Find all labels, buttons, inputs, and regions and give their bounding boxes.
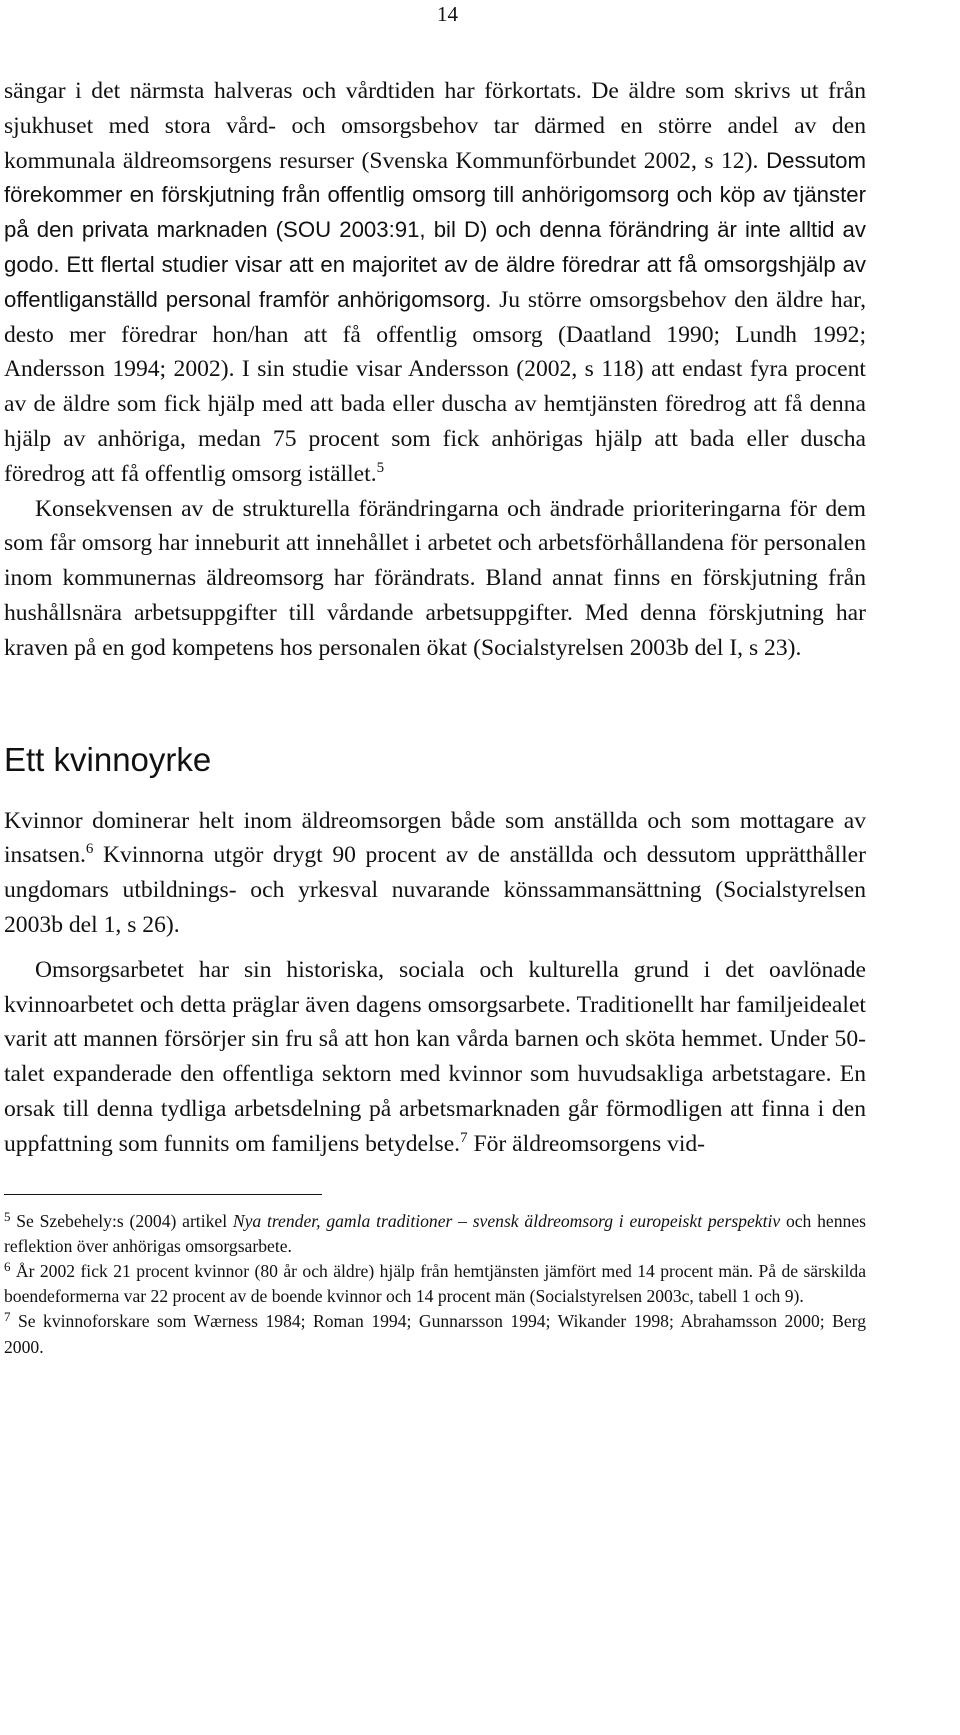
footnote-6-number: 6 — [4, 1258, 11, 1274]
footnote-6 — [4, 1259, 866, 1309]
footnote-7-number: 7 — [4, 1309, 11, 1325]
paragraph-3-part-1: Kvinnor dominerar helt inom äldreomsorgen både som anställda och som mottagare av insatsen. — [4, 807, 866, 869]
paragraph-4-part-1: Omsorgsarbetet har sin historiska, sociala och kulturella grund i det oavlönade kvinnoarbetet och detta präglar även dagens omsorgsarbete. Traditionellt har familjeidealet varit att mannen försörjer sin fru så att hon kan vårda barnen och sköta hemmet. Under 50-talet expanderade den offentliga sektorn med kvinnor som huvudsakliga arbetstagare. En orsak till denna tydliga arbetsdelning på arbetsmarknaden går förmodligen att finna i den uppfattning som funnits om familjens betydelse. — [4, 956, 866, 1157]
paragraph-3 — [4, 804, 866, 943]
paragraph-1-part-2: Dessutom förekommer en förskjutning från offentlig omsorg till anhörigomsorg och köp av tjänster på den privata marknaden (SOU 2003:91, bil D) och denna förändring är inte alltid av godo. Ett flertal studier visar att en majoritet av de äldre föredrar att få omsorgshjälp av offentliganställd personal framför anhörigomsorg. — [4, 147, 866, 312]
paragraph-1-part-3: Ju större omsorgsbehov den äldre har, desto mer föredrar hon/han att få offentlig omsorg (Daatland 1990; Lundh 1992; Andersson 1994; 2002). I sin studie visar Andersson (2002, s 118) att endast fyra procent av de äldre som fick hjälp med att bada eller duscha av hemtjänsten föredrog att få denna hjälp av anhöriga, medan 75 procent som fick anhörigas hjälp att bada eller duscha föredrog att få offentlig omsorg istället. — [4, 286, 866, 487]
footnote-5-title: Nya trender, gamla traditioner – svensk äldreomsorg i europeiskt perspektiv — [232, 1210, 781, 1231]
paragraph-4 — [4, 953, 866, 1162]
paragraph-1-part-1: sängar i det närmsta halveras och vårdtiden har förkortats. De äldre som skrivs ut från sjukhuset med stora vård- och omsorgsbehov tar därmed en större andel av den kommunala äldreomsorgens resurser (Svenska Kommunförbundet 2002, s 12). — [4, 78, 866, 174]
footnote-5-number: 5 — [4, 1208, 11, 1224]
footnote-ref-6[interactable]: 6 — [85, 841, 94, 858]
footnote-5-post: och hennes reflektion över anhörigas omsorgsarbete. — [4, 1210, 866, 1256]
footnote-ref-5[interactable]: 5 — [376, 459, 385, 476]
section-heading: Ett kvinnoyrke — [4, 740, 212, 778]
page-number: 14 — [437, 2, 458, 26]
paragraph-1 — [4, 74, 866, 492]
footnote-6-text: År 2002 fick 21 procent kvinnor (80 år och äldre) hjälp från hemtjänsten jämfört med 14 procent män. På de särskilda boendeformerna var 22 procent av de boende kvinnor och 14 procent män (Socialstyrelsen 2003c, tabell 1 och 9). — [4, 1260, 866, 1307]
paragraph-4-part-2: För äldreomsorgens vid- — [467, 1130, 706, 1157]
footnote-7 — [4, 1309, 866, 1359]
paragraph-2: Konsekvensen av de strukturella förändringarna och ändrade prioriteringarna för dem som får omsorg har inneburit att innehållet i arbetet och arbetsförhållandena för personalen inom kommunernas äldreomsorg har förändrats. Bland annat finns en förskjutning från hushållsnära arbetsuppgifter till vårdande arbetsuppgifter. Med denna förskjutning har kraven på en god kompetens hos personalen ökat (Socialstyrelsen 2003b del I, s 23). — [4, 495, 866, 661]
footnote-separator — [4, 1194, 322, 1195]
paragraph-3-part-2: Kvinnorna utgör drygt 90 procent av de anställda och dessutom upprätthåller ungdomars utbildnings- och yrkesval nuvarande könssammansättning (Socialstyrelsen 2003b del 1, s 26). — [4, 842, 866, 938]
footnote-5-pre: Se Szebehely:s (2004) artikel — [10, 1210, 233, 1231]
page-body — [4, 74, 866, 1360]
footnote-5 — [4, 1209, 866, 1259]
footnote-7-text: Se kvinnoforskare som Wærness 1984; Roman 1994; Gunnarsson 1994; Wikander 1998; Abrahamsson 2000; Berg 2000. — [4, 1311, 866, 1357]
footnote-ref-7[interactable]: 7 — [460, 1129, 468, 1146]
